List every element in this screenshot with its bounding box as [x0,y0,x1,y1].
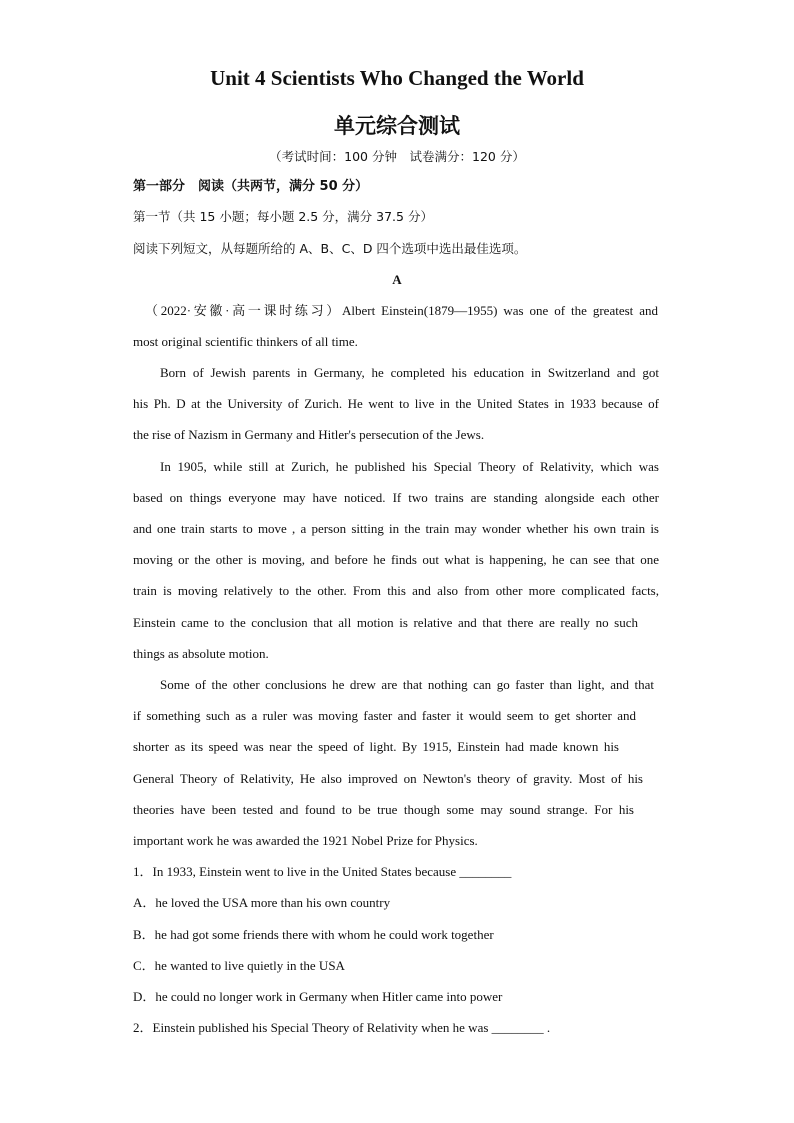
section-heading: 第一节（共 15 小题；每小题 2.5 分，满分 37.5 分） [133,209,433,224]
unit-title: Unit 4 Scientists Who Changed the World [210,66,584,90]
question-1-option-b: B．he had got some friends there with whom he could work together [133,927,494,942]
passage-label: A [392,272,402,287]
passage-line: Einstein came to the conclusion that all motion is relative and that there are really no such [133,615,638,630]
passage-line: things as absolute motion. [133,646,269,661]
passage-line: most original scientific thinkers of all time. [133,334,358,349]
exam-info: （考试时间：100 分钟 试卷满分：120 分） [269,149,525,164]
passage-line: and one train starts to move , a person sitting in the train may wonder whether his own train is [133,521,659,536]
question-1-option-a: A．he loved the USA more than his own country [133,895,391,910]
passage-line: moving or the other is moving, and before he finds out what is happening, he can see that one [133,552,659,567]
passage-line: Born of Jewish parents in Germany, he completed his education in Switzerland and got [160,365,659,380]
passage-line: the rise of Nazism in Germany and Hitler's persecution of the Jews. [133,427,485,442]
question-1-option-c: C．he wanted to live quietly in the USA [133,958,345,973]
passage-line: （2022·安徽·高一课时练习）Albert Einstein(1879—1955) was one of the greatest and [145,303,658,318]
passage-line: In 1905, while still at Zurich, he published his Special Theory of Relativity, which was [160,459,659,474]
passage-line: his Ph. D at the University of Zurich. He went to live in the United States in 1933 because of [133,396,659,411]
part-heading: 第一部分 阅读（共两节，满分 50 分） [133,179,369,194]
passage-line: if something such as a ruler was moving faster and faster it would seem to get shorter and [133,708,636,723]
test-subtitle: 单元综合测试 [334,114,460,138]
question-1-option-d: D．he could no longer work in Germany when Hitler came into power [133,989,503,1004]
passage-line: train is moving relatively to the other. From this and also from other more complicated facts, [133,583,659,598]
passage-line: theories have been tested and found to be true though some may sound strange. For his [133,802,634,817]
passage-line: important work he was awarded the 1921 Nobel Prize for Physics. [133,833,478,848]
instruction-text: 阅读下列短文，从每题所给的 A、B、C、D 四个选项中选出最佳选项。 [133,241,527,256]
question-1: 1．In 1933, Einstein went to live in the United States because ________ [133,864,512,879]
passage-line: shorter as its speed was near the speed of light. By 1915, Einstein had made known his [133,739,619,754]
passage-line: based on things everyone may have noticed. If two trains are standing alongside each other [133,490,659,505]
passage-line: Some of the other conclusions he drew are that nothing can go faster than light, and that [160,677,654,692]
question-2: 2．Einstein published his Special Theory of Relativity when he was ________ . [133,1020,551,1035]
passage-line: General Theory of Relativity, He also improved on Newton's theory of gravity. Most of his [133,771,643,786]
